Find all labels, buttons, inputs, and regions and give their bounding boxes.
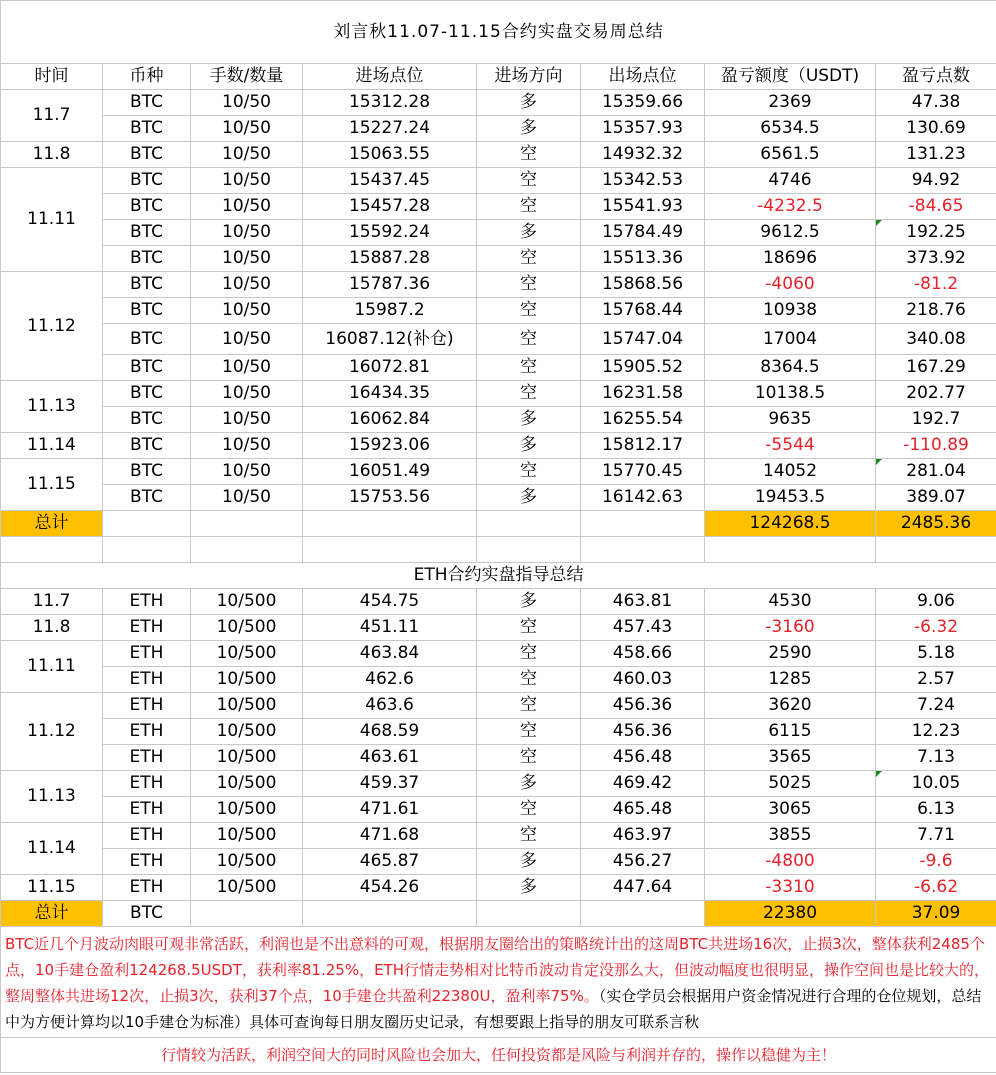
entry-price-cell: 15592.24 [303, 220, 477, 246]
points-cell: 389.07 [876, 485, 996, 511]
risk-warning: 行情较为活跃，利润空间大的同时风险也会加大，任何投资都是风险与利润并存的，操作以稳健为主！ [1, 1038, 996, 1073]
direction-cell: 多 [477, 771, 581, 797]
points-cell: 218.76 [876, 298, 996, 324]
points-cell: -6.62 [876, 875, 996, 901]
quantity-cell: 10/50 [191, 355, 303, 381]
empty-cell [876, 537, 996, 563]
summary-note-red: BTC近几个月波动肉眼可观非常活跃，利润也是不出意料的可观，根据朋友圈给出的策略统计出的这周BTC共进场16次，止损3次，整体获利2485个点，10手建仓盈利124268.5USDT，获利率81.25%，ETH行情走势相对比特币波动肯定没那么大，但波动幅度也很明显，操作空间也是比较大的，整周整体共进场12次，止损3次，获利37个点，10手建仓共盈利22380U，盈利率75%。 [5, 935, 989, 1005]
quantity-cell: 10/500 [191, 615, 303, 641]
quantity-cell: 10/500 [191, 823, 303, 849]
date-cell: 11.13 [1, 771, 103, 823]
table-row [1, 381, 996, 407]
empty-cell [103, 511, 191, 537]
pnl-cell: -3160 [705, 615, 876, 641]
entry-price-cell: 15753.56 [303, 485, 477, 511]
points-cell: 373.92 [876, 246, 996, 272]
empty-cell [103, 537, 191, 563]
coin-cell: BTC [103, 298, 191, 324]
entry-price-cell: 15787.36 [303, 272, 477, 298]
table-row [1, 485, 996, 511]
coin-cell: ETH [103, 641, 191, 667]
entry-price-cell: 471.61 [303, 797, 477, 823]
direction-cell: 空 [477, 324, 581, 355]
coin-cell: BTC [103, 433, 191, 459]
entry-price-cell: 468.59 [303, 719, 477, 745]
entry-price-cell: 454.26 [303, 875, 477, 901]
empty-cell [191, 511, 303, 537]
empty-cell [303, 901, 477, 927]
summary-note-black: （实仓学员会根据用户资金情况进行合理的仓位规划，总结中为方便计算均以10手建仓为标准）具体可查询每日朋友圈历史记录，有想要跟上指导的朋友可联系言秋 [5, 987, 982, 1031]
table-row [1, 194, 996, 220]
entry-price-cell: 16434.35 [303, 381, 477, 407]
table-row [1, 589, 996, 615]
pnl-cell: 5025 [705, 771, 876, 797]
coin-cell: ETH [103, 823, 191, 849]
pnl-cell: 3565 [705, 745, 876, 771]
pnl-cell: 9612.5 [705, 220, 876, 246]
points-cell: 192.7 [876, 407, 996, 433]
entry-price-cell: 462.6 [303, 667, 477, 693]
date-cell: 11.13 [1, 381, 103, 433]
table-row [1, 849, 996, 875]
points-cell: -110.89 [876, 433, 996, 459]
table-row [1, 719, 996, 745]
quantity-cell: 10/50 [191, 220, 303, 246]
table-row [1, 168, 996, 194]
btc-total-pnl: 124268.5 [705, 511, 876, 537]
exit-price-cell: 15770.45 [581, 459, 705, 485]
quantity-cell: 10/50 [191, 485, 303, 511]
pnl-cell: 14052 [705, 459, 876, 485]
coin-cell: ETH [103, 589, 191, 615]
entry-price-cell: 451.11 [303, 615, 477, 641]
empty-cell [191, 901, 303, 927]
direction-cell: 多 [477, 220, 581, 246]
points-cell: 6.13 [876, 797, 996, 823]
sheet-title: 刘言秋11.07-11.15合约实盘交易周总结 [1, 1, 996, 64]
exit-price-cell: 15768.44 [581, 298, 705, 324]
exit-price-cell: 16231.58 [581, 381, 705, 407]
entry-price-cell: 463.84 [303, 641, 477, 667]
direction-cell: 空 [477, 641, 581, 667]
empty-cell [303, 537, 477, 563]
coin-cell: BTC [103, 142, 191, 168]
points-cell: 7.13 [876, 745, 996, 771]
direction-cell: 空 [477, 142, 581, 168]
empty-cell [477, 901, 581, 927]
table-row [1, 407, 996, 433]
eth-total-coin: BTC [103, 901, 191, 927]
direction-cell: 空 [477, 381, 581, 407]
quantity-cell: 10/500 [191, 693, 303, 719]
eth-table-body [1, 589, 996, 901]
eth-section-title: ETH合约实盘指导总结 [1, 563, 996, 589]
coin-cell: BTC [103, 381, 191, 407]
coin-cell: ETH [103, 745, 191, 771]
coin-cell: BTC [103, 485, 191, 511]
exit-price-cell: 15357.93 [581, 116, 705, 142]
exit-price-cell: 456.48 [581, 745, 705, 771]
pnl-cell: 6115 [705, 719, 876, 745]
table-row [1, 823, 996, 849]
direction-cell: 多 [477, 90, 581, 116]
pnl-cell: 18696 [705, 246, 876, 272]
date-cell: 11.7 [1, 589, 103, 615]
exit-price-cell: 16142.63 [581, 485, 705, 511]
eth-total-points: 37.09 [876, 901, 996, 927]
table-row [1, 745, 996, 771]
header-row [1, 64, 996, 90]
direction-cell: 空 [477, 194, 581, 220]
coin-cell: ETH [103, 797, 191, 823]
points-cell: 167.29 [876, 355, 996, 381]
quantity-cell: 10/50 [191, 246, 303, 272]
date-cell: 11.8 [1, 142, 103, 168]
quantity-cell: 10/50 [191, 298, 303, 324]
quantity-cell: 10/50 [191, 407, 303, 433]
points-cell: 202.77 [876, 381, 996, 407]
quantity-cell: 10/500 [191, 589, 303, 615]
date-cell: 11.14 [1, 823, 103, 875]
exit-price-cell: 460.03 [581, 667, 705, 693]
pnl-cell: 3855 [705, 823, 876, 849]
points-cell: 131.23 [876, 142, 996, 168]
points-cell: 340.08 [876, 324, 996, 355]
direction-cell: 空 [477, 272, 581, 298]
header-cell: 币种 [103, 64, 191, 90]
exit-price-cell: 15541.93 [581, 194, 705, 220]
pnl-cell: 10938 [705, 298, 876, 324]
direction-cell: 空 [477, 823, 581, 849]
date-cell: 11.15 [1, 875, 103, 901]
empty-cell [705, 537, 876, 563]
header-cell: 进场方向 [477, 64, 581, 90]
pnl-cell: -4232.5 [705, 194, 876, 220]
date-cell: 11.15 [1, 459, 103, 511]
points-cell: 47.38 [876, 90, 996, 116]
coin-cell: BTC [103, 220, 191, 246]
table-row [1, 459, 996, 485]
direction-cell: 多 [477, 875, 581, 901]
pnl-cell: 1285 [705, 667, 876, 693]
pnl-cell: -4800 [705, 849, 876, 875]
table-row [1, 90, 996, 116]
quantity-cell: 10/500 [191, 667, 303, 693]
exit-price-cell: 456.27 [581, 849, 705, 875]
direction-cell: 空 [477, 298, 581, 324]
points-cell: 281.04 [876, 459, 996, 485]
direction-cell: 空 [477, 246, 581, 272]
table-row [1, 667, 996, 693]
date-cell: 11.11 [1, 168, 103, 272]
header-cell: 盈亏点数 [876, 64, 996, 90]
entry-price-cell: 15923.06 [303, 433, 477, 459]
direction-cell: 多 [477, 433, 581, 459]
coin-cell: BTC [103, 246, 191, 272]
exit-price-cell: 463.81 [581, 589, 705, 615]
table-row [1, 246, 996, 272]
header-cell: 进场点位 [303, 64, 477, 90]
points-cell: 192.25 [876, 220, 996, 246]
pnl-cell: 17004 [705, 324, 876, 355]
header-cell: 时间 [1, 64, 103, 90]
pnl-cell: 3065 [705, 797, 876, 823]
exit-price-cell: 463.97 [581, 823, 705, 849]
coin-cell: BTC [103, 168, 191, 194]
coin-cell: BTC [103, 324, 191, 355]
exit-price-cell: 15747.04 [581, 324, 705, 355]
exit-price-cell: 447.64 [581, 875, 705, 901]
coin-cell: ETH [103, 771, 191, 797]
table-row [1, 693, 996, 719]
exit-price-cell: 456.36 [581, 719, 705, 745]
exit-price-cell: 15812.17 [581, 433, 705, 459]
points-cell: -81.2 [876, 272, 996, 298]
quantity-cell: 10/500 [191, 875, 303, 901]
quantity-cell: 10/500 [191, 641, 303, 667]
table-row [1, 298, 996, 324]
entry-price-cell: 15063.55 [303, 142, 477, 168]
exit-price-cell: 456.36 [581, 693, 705, 719]
date-cell: 11.12 [1, 693, 103, 771]
table-row [1, 272, 996, 298]
empty-cell [581, 511, 705, 537]
header-cell: 盈亏额度（USDT) [705, 64, 876, 90]
table-row [1, 797, 996, 823]
quantity-cell: 10/50 [191, 168, 303, 194]
pnl-cell: 10138.5 [705, 381, 876, 407]
header-cell: 手数/数量 [191, 64, 303, 90]
quantity-cell: 10/50 [191, 433, 303, 459]
entry-price-cell: 16051.49 [303, 459, 477, 485]
direction-cell: 多 [477, 116, 581, 142]
direction-cell: 多 [477, 849, 581, 875]
entry-price-cell: 15437.45 [303, 168, 477, 194]
pnl-cell: 3620 [705, 693, 876, 719]
quantity-cell: 10/50 [191, 459, 303, 485]
points-cell: -9.6 [876, 849, 996, 875]
quantity-cell: 10/500 [191, 849, 303, 875]
empty-cell [303, 511, 477, 537]
pnl-cell: -5544 [705, 433, 876, 459]
entry-price-cell: 454.75 [303, 589, 477, 615]
pnl-cell: 19453.5 [705, 485, 876, 511]
points-cell: 7.24 [876, 693, 996, 719]
table-row [1, 220, 996, 246]
entry-price-cell: 16072.81 [303, 355, 477, 381]
points-cell: 10.05 [876, 771, 996, 797]
btc-total-label: 总计 [1, 511, 103, 537]
exit-price-cell: 457.43 [581, 615, 705, 641]
points-cell: 5.18 [876, 641, 996, 667]
coin-cell: ETH [103, 667, 191, 693]
empty-cell [477, 511, 581, 537]
entry-price-cell: 471.68 [303, 823, 477, 849]
date-cell: 11.14 [1, 433, 103, 459]
direction-cell: 空 [477, 719, 581, 745]
exit-price-cell: 465.48 [581, 797, 705, 823]
points-cell: 130.69 [876, 116, 996, 142]
date-cell: 11.7 [1, 90, 103, 142]
btc-total-points: 2485.36 [876, 511, 996, 537]
exit-price-cell: 15868.56 [581, 272, 705, 298]
exit-price-cell: 469.42 [581, 771, 705, 797]
direction-cell: 空 [477, 797, 581, 823]
direction-cell: 多 [477, 485, 581, 511]
exit-price-cell: 15513.36 [581, 246, 705, 272]
entry-price-cell: 15312.28 [303, 90, 477, 116]
entry-price-cell: 15987.2 [303, 298, 477, 324]
pnl-cell: 6561.5 [705, 142, 876, 168]
points-cell: -84.65 [876, 194, 996, 220]
date-cell: 11.8 [1, 615, 103, 641]
coin-cell: BTC [103, 355, 191, 381]
table-row [1, 875, 996, 901]
btc-table-body [1, 90, 996, 511]
exit-price-cell: 458.66 [581, 641, 705, 667]
direction-cell: 空 [477, 615, 581, 641]
pnl-cell: 8364.5 [705, 355, 876, 381]
pnl-cell: -3310 [705, 875, 876, 901]
entry-price-cell: 15227.24 [303, 116, 477, 142]
empty-cell [581, 537, 705, 563]
pnl-cell: 6534.5 [705, 116, 876, 142]
quantity-cell: 10/500 [191, 797, 303, 823]
eth-total-pnl: 22380 [705, 901, 876, 927]
coin-cell: ETH [103, 849, 191, 875]
coin-cell: ETH [103, 693, 191, 719]
coin-cell: ETH [103, 719, 191, 745]
quantity-cell: 10/50 [191, 194, 303, 220]
coin-cell: BTC [103, 272, 191, 298]
direction-cell: 空 [477, 745, 581, 771]
coin-cell: ETH [103, 875, 191, 901]
coin-cell: ETH [103, 615, 191, 641]
quantity-cell: 10/500 [191, 771, 303, 797]
points-cell: -6.32 [876, 615, 996, 641]
points-cell: 9.06 [876, 589, 996, 615]
direction-cell: 空 [477, 355, 581, 381]
exit-price-cell: 15359.66 [581, 90, 705, 116]
quantity-cell: 10/500 [191, 719, 303, 745]
entry-price-cell: 15457.28 [303, 194, 477, 220]
exit-price-cell: 15342.53 [581, 168, 705, 194]
direction-cell: 多 [477, 407, 581, 433]
quantity-cell: 10/50 [191, 381, 303, 407]
empty-cell [477, 537, 581, 563]
exit-price-cell: 16255.54 [581, 407, 705, 433]
quantity-cell: 10/50 [191, 116, 303, 142]
summary-note [1, 927, 996, 1038]
date-cell: 11.12 [1, 272, 103, 381]
table-row [1, 771, 996, 797]
header-cell: 出场点位 [581, 64, 705, 90]
pnl-cell: 2590 [705, 641, 876, 667]
points-cell: 94.92 [876, 168, 996, 194]
empty-cell [581, 901, 705, 927]
entry-price-cell: 459.37 [303, 771, 477, 797]
quantity-cell: 10/50 [191, 324, 303, 355]
direction-cell: 空 [477, 693, 581, 719]
quantity-cell: 10/50 [191, 142, 303, 168]
coin-cell: BTC [103, 407, 191, 433]
pnl-cell: 4530 [705, 589, 876, 615]
empty-cell [191, 537, 303, 563]
exit-price-cell: 14932.32 [581, 142, 705, 168]
quantity-cell: 10/50 [191, 90, 303, 116]
table-row [1, 433, 996, 459]
pnl-cell: 2369 [705, 90, 876, 116]
eth-total-label: 总计 [1, 901, 103, 927]
points-cell: 12.23 [876, 719, 996, 745]
coin-cell: BTC [103, 90, 191, 116]
pnl-cell: 4746 [705, 168, 876, 194]
entry-price-cell: 463.61 [303, 745, 477, 771]
coin-cell: BTC [103, 194, 191, 220]
points-cell: 7.71 [876, 823, 996, 849]
pnl-cell: 9635 [705, 407, 876, 433]
quantity-cell: 10/500 [191, 745, 303, 771]
table-row [1, 355, 996, 381]
exit-price-cell: 15784.49 [581, 220, 705, 246]
direction-cell: 多 [477, 589, 581, 615]
empty-cell [1, 537, 103, 563]
table-row [1, 641, 996, 667]
coin-cell: BTC [103, 459, 191, 485]
date-cell: 11.11 [1, 641, 103, 693]
direction-cell: 空 [477, 168, 581, 194]
table-row [1, 142, 996, 168]
table-row [1, 116, 996, 142]
entry-price-cell: 463.6 [303, 693, 477, 719]
entry-price-cell: 16087.12(补仓) [303, 324, 477, 355]
direction-cell: 空 [477, 667, 581, 693]
entry-price-cell: 15887.28 [303, 246, 477, 272]
table-row [1, 324, 996, 355]
entry-price-cell: 465.87 [303, 849, 477, 875]
exit-price-cell: 15905.52 [581, 355, 705, 381]
coin-cell: BTC [103, 116, 191, 142]
pnl-cell: -4060 [705, 272, 876, 298]
table-row [1, 615, 996, 641]
quantity-cell: 10/50 [191, 272, 303, 298]
direction-cell: 空 [477, 459, 581, 485]
points-cell: 2.57 [876, 667, 996, 693]
entry-price-cell: 16062.84 [303, 407, 477, 433]
